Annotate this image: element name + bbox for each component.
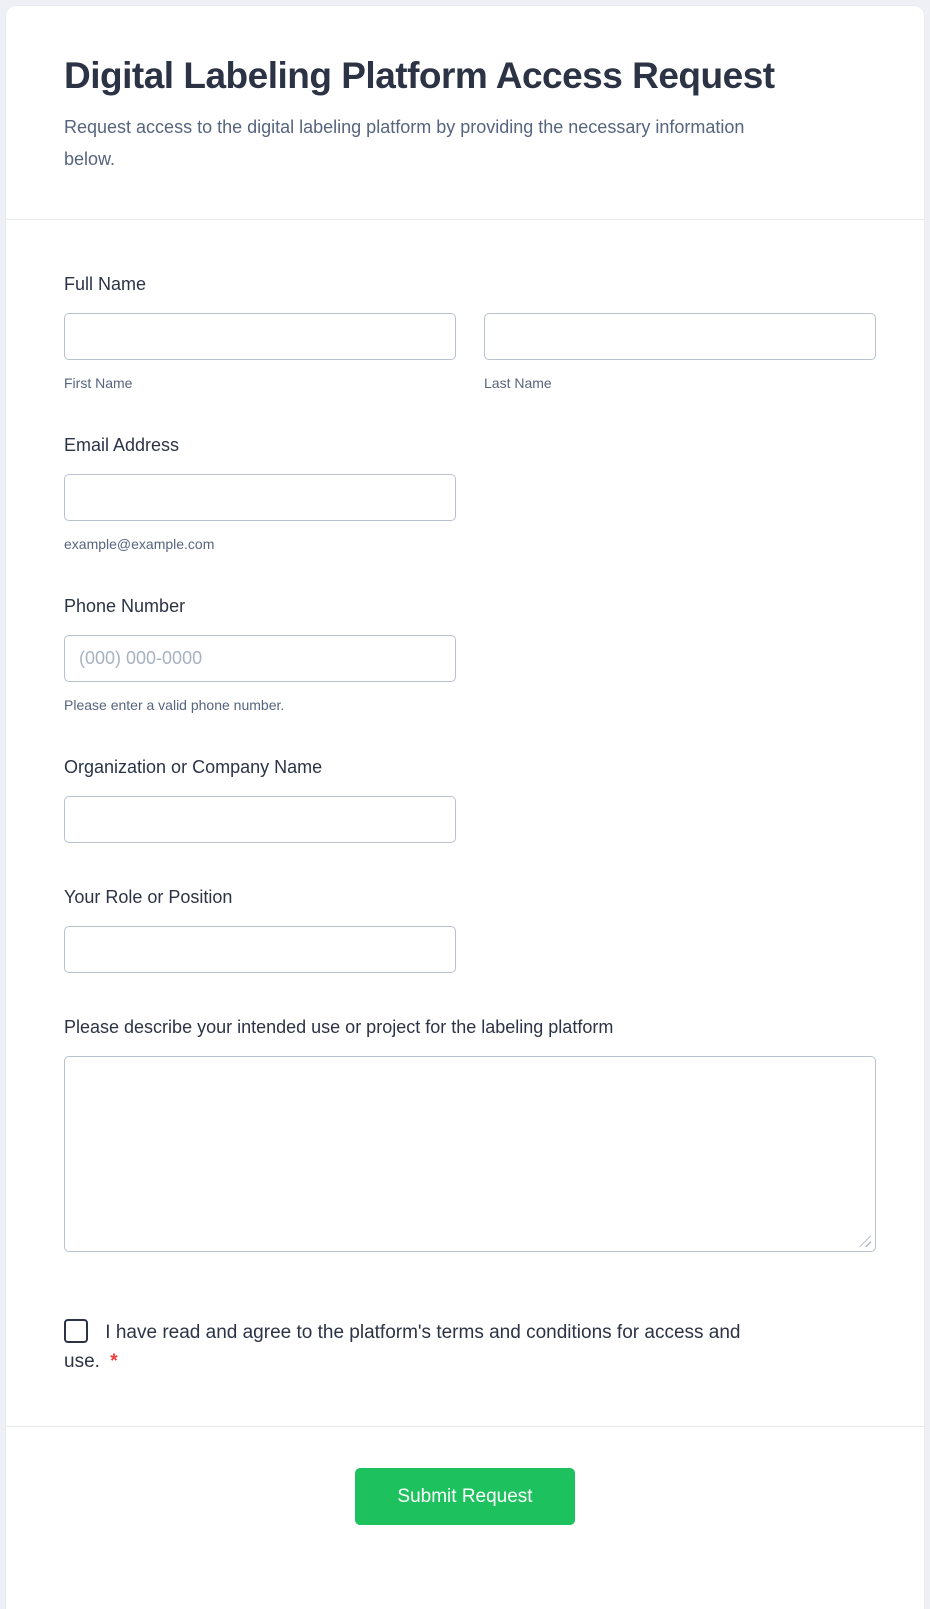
- page-subtitle: Request access to the digital labeling platform by providing the necessary information below.: [64, 117, 745, 169]
- first-name-input[interactable]: [64, 313, 456, 360]
- email-field-group: [64, 435, 876, 552]
- terms-label-text: I have read and agree to the platform's terms and conditions for access and use.: [64, 1322, 741, 1372]
- page-title: Digital Labeling Platform Access Request: [64, 55, 775, 96]
- last-name-sublabel: Last Name: [484, 375, 552, 391]
- email-input[interactable]: [64, 474, 456, 521]
- submit-button[interactable]: Submit Request: [355, 1468, 575, 1525]
- phone-field-group: [64, 596, 876, 713]
- phone-sublabel: Please enter a valid phone number.: [64, 697, 285, 713]
- form-card: [6, 6, 924, 1609]
- email-label: Email Address: [64, 435, 180, 455]
- description-field-group: [64, 1017, 876, 1252]
- role-label: Your Role or Position: [64, 887, 233, 907]
- first-name-sublabel: First Name: [64, 375, 133, 391]
- description-textarea[interactable]: [64, 1056, 876, 1252]
- phone-input[interactable]: [64, 635, 456, 682]
- phone-label: Phone Number: [64, 596, 186, 616]
- organization-input[interactable]: [64, 796, 456, 843]
- full-name-field-group: [64, 274, 876, 391]
- form-footer: [6, 1426, 924, 1525]
- terms-row[interactable]: [64, 1318, 776, 1376]
- form-body: [6, 220, 924, 1376]
- terms-checkbox[interactable]: [64, 1319, 88, 1343]
- email-sublabel: example@example.com: [64, 536, 215, 552]
- organization-label: Organization or Company Name: [64, 757, 323, 777]
- role-input[interactable]: [64, 926, 456, 973]
- full-name-label: Full Name: [64, 274, 147, 294]
- last-name-input[interactable]: [484, 313, 876, 360]
- description-label: Please describe your intended use or project for the labeling platform: [64, 1017, 614, 1037]
- required-asterisk: *: [110, 1351, 118, 1372]
- form-header: [6, 6, 924, 220]
- terms-field-group: [64, 1318, 876, 1376]
- role-field-group: [64, 887, 876, 973]
- organization-field-group: [64, 757, 876, 843]
